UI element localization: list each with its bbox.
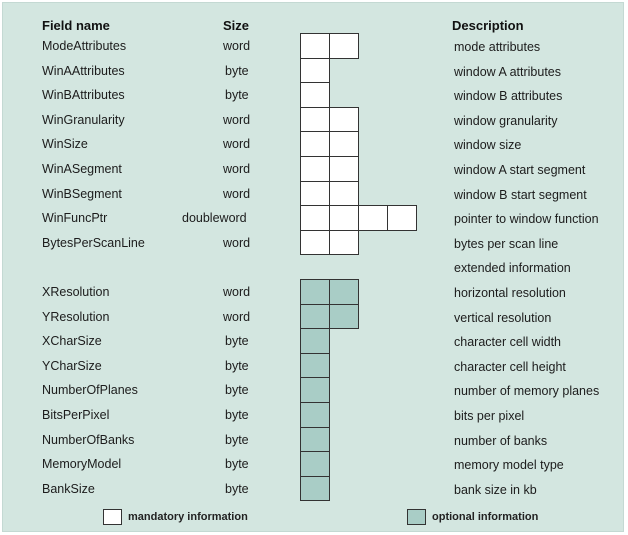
field-size: word bbox=[223, 186, 251, 201]
optional-byte-cell bbox=[300, 279, 330, 305]
field-name: BitsPerPixel bbox=[42, 408, 110, 422]
vbe-mode-info-diagram bbox=[2, 2, 624, 532]
field-name: WinSize bbox=[42, 137, 88, 152]
field-name: NumberOfBanks bbox=[42, 432, 135, 447]
field-description: character cell height bbox=[454, 359, 566, 374]
field-description: character cell width bbox=[454, 335, 561, 350]
mandatory-byte-cell bbox=[300, 156, 330, 182]
optional-byte-cell bbox=[300, 328, 330, 354]
mandatory-byte-cell bbox=[329, 107, 359, 133]
mandatory-byte-cell bbox=[300, 230, 330, 256]
field-description: vertical resolution bbox=[454, 310, 552, 325]
field-size: word bbox=[223, 162, 251, 176]
mandatory-byte-cell bbox=[300, 181, 330, 207]
mandatory-byte-cell bbox=[300, 205, 330, 231]
mandatory-byte-cell bbox=[329, 131, 359, 157]
field-description: bits per pixel bbox=[454, 409, 525, 423]
field-name: WinASegment bbox=[42, 162, 122, 176]
header-description: Description bbox=[452, 18, 524, 33]
field-size: byte bbox=[225, 481, 249, 496]
field-size: byte bbox=[225, 88, 249, 103]
field-size: byte bbox=[225, 63, 249, 78]
optional-byte-cell bbox=[300, 451, 330, 477]
field-name: YCharSize bbox=[42, 358, 102, 373]
field-name: BytesPerScanLine bbox=[42, 235, 145, 250]
field-description: bank size in kb bbox=[454, 482, 537, 497]
field-name: MemoryModel bbox=[42, 457, 122, 472]
mandatory-byte-cell bbox=[300, 82, 330, 108]
optional-byte-cell bbox=[300, 377, 330, 403]
field-description: window granularity bbox=[454, 113, 558, 128]
optional-byte-cell bbox=[300, 427, 330, 453]
field-size: doubleword bbox=[182, 211, 247, 226]
field-description: bytes per scan line bbox=[454, 236, 559, 251]
optional-byte-cell bbox=[300, 476, 330, 502]
mandatory-byte-cell bbox=[329, 33, 359, 59]
mandatory-byte-cell bbox=[300, 131, 330, 157]
field-size: word bbox=[223, 39, 251, 53]
optional-byte-cell bbox=[329, 304, 359, 330]
mandatory-byte-cell bbox=[300, 58, 330, 84]
legend-mandatory-swatch bbox=[103, 509, 122, 525]
field-name: WinGranularity bbox=[42, 112, 125, 127]
header-size: Size bbox=[223, 18, 250, 33]
mandatory-byte-cell bbox=[387, 205, 417, 231]
field-size: byte bbox=[225, 358, 249, 373]
field-description: window B start segment bbox=[454, 187, 587, 202]
mandatory-byte-cell bbox=[300, 33, 330, 59]
optional-byte-cell bbox=[300, 402, 330, 428]
field-size: word bbox=[223, 112, 251, 127]
optional-byte-cell bbox=[329, 279, 359, 305]
field-description: window size bbox=[454, 138, 522, 153]
field-description: extended information bbox=[454, 261, 571, 276]
field-description: window B attributes bbox=[454, 89, 563, 104]
optional-byte-cell bbox=[300, 304, 330, 330]
field-name: NumberOfPlanes bbox=[42, 383, 138, 398]
optional-byte-cell bbox=[300, 353, 330, 379]
field-name: WinBSegment bbox=[42, 186, 122, 201]
field-description: horizontal resolution bbox=[454, 286, 566, 300]
field-description: number of banks bbox=[454, 433, 548, 448]
mandatory-byte-cell bbox=[329, 181, 359, 207]
legend-optional-label: optional information bbox=[432, 511, 539, 523]
field-name: XCharSize bbox=[42, 334, 102, 349]
field-description: number of memory planes bbox=[454, 384, 600, 399]
field-size: word bbox=[223, 309, 251, 324]
field-description: pointer to window function bbox=[454, 212, 599, 227]
field-size: word bbox=[223, 235, 251, 250]
mandatory-byte-cell bbox=[300, 107, 330, 133]
field-name: ModeAttributes bbox=[42, 39, 127, 53]
field-size: byte bbox=[225, 432, 249, 447]
field-description: window A attributes bbox=[454, 64, 562, 79]
field-name: BankSize bbox=[42, 481, 95, 496]
field-size: word bbox=[223, 285, 251, 299]
field-name: WinBAttributes bbox=[42, 88, 125, 103]
field-description: window A start segment bbox=[454, 163, 586, 177]
field-size: byte bbox=[225, 408, 249, 422]
mandatory-byte-cell bbox=[329, 156, 359, 182]
field-size: byte bbox=[225, 334, 249, 349]
field-description: mode attributes bbox=[454, 40, 541, 54]
field-size: byte bbox=[225, 383, 249, 398]
mandatory-byte-cell bbox=[329, 230, 359, 256]
field-name: YResolution bbox=[42, 309, 110, 324]
field-description: memory model type bbox=[454, 458, 564, 473]
header-field-name: Field name bbox=[42, 18, 110, 33]
legend-mandatory-label: mandatory information bbox=[128, 511, 248, 523]
mandatory-byte-cell bbox=[358, 205, 388, 231]
mandatory-byte-cell bbox=[329, 205, 359, 231]
field-name: WinAAttributes bbox=[42, 63, 125, 78]
field-name: XResolution bbox=[42, 285, 110, 299]
field-size: word bbox=[223, 137, 251, 152]
field-size: byte bbox=[225, 457, 249, 472]
field-name: WinFuncPtr bbox=[42, 211, 108, 226]
legend-optional-swatch bbox=[407, 509, 426, 525]
